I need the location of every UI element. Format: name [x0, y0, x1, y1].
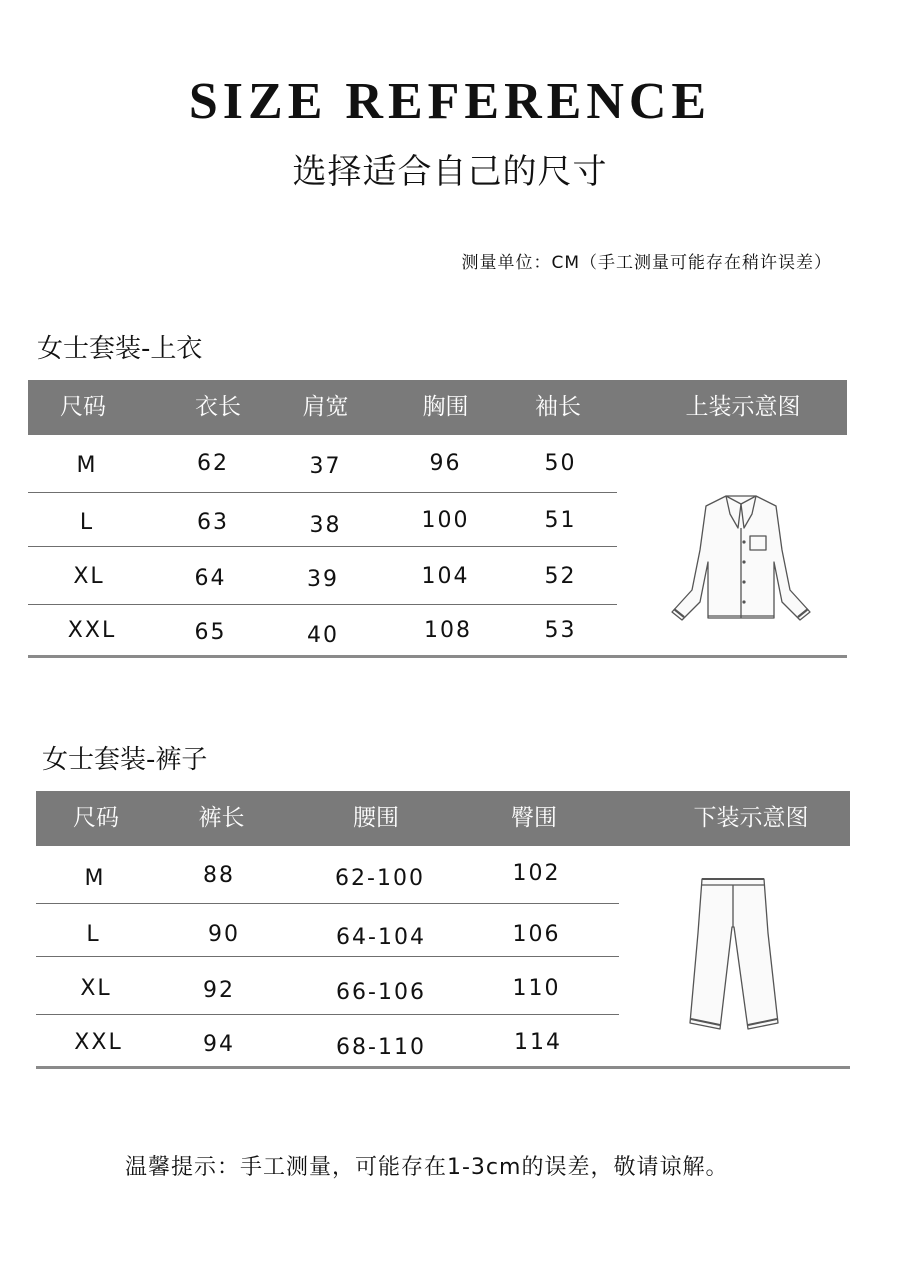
top-section-title: 女士套装-上衣 [37, 334, 203, 364]
top-cell: 40 [307, 623, 339, 648]
page-subtitle: 选择适合自己的尺寸 [292, 152, 608, 192]
top-cell: XL [73, 564, 105, 589]
footer-note: 温馨提示：手工测量，可能存在1-3cm的误差，敬请谅解。 [125, 1155, 729, 1180]
top-cell: XXL [67, 618, 117, 643]
top-header-sleeve: 袖长 [535, 394, 581, 420]
bottom-cell: 94 [203, 1032, 235, 1057]
bottom-cell: 88 [203, 863, 235, 888]
bottom-cell: XL [80, 976, 112, 1001]
page-title: SIZE REFERENCE [188, 73, 712, 130]
bottom-cell: M [84, 866, 106, 891]
bottom-cell: 66-106 [336, 980, 426, 1005]
bottom-table-header [36, 791, 850, 846]
bottom-cell: 92 [203, 978, 235, 1003]
bottom-cell: 110 [512, 976, 561, 1001]
bottom-size-table [36, 791, 850, 1071]
top-header-length: 衣长 [195, 394, 241, 420]
bottom-cell: 90 [208, 922, 240, 947]
bottom-header-length: 裤长 [198, 805, 245, 831]
top-header-shoulder: 肩宽 [302, 394, 349, 420]
top-cell: L [79, 510, 95, 535]
bottom-cell: 62-100 [335, 866, 425, 891]
top-cell: 62 [197, 451, 229, 476]
top-cell: 104 [421, 564, 470, 589]
top-header-size: 尺码 [60, 394, 106, 420]
bottom-header-illustration: 下装示意图 [693, 805, 809, 831]
top-table-header [28, 380, 847, 435]
bottom-header-hip: 臀围 [511, 805, 557, 831]
bottom-table-bottom-line [36, 1066, 850, 1069]
bottom-header-size: 尺码 [73, 805, 119, 831]
top-cell: 37 [309, 454, 342, 479]
bottom-row-divider [36, 956, 619, 957]
bottom-section-title: 女士套装-裤子 [42, 745, 208, 775]
bottom-cell: 102 [512, 861, 561, 886]
top-cell: 63 [197, 510, 229, 535]
top-cell: 53 [544, 618, 577, 643]
bottom-cell: 68-110 [336, 1035, 426, 1060]
top-row-divider [28, 492, 617, 493]
bottom-cell: 64-104 [336, 925, 426, 950]
pajama-shirt-icon [666, 490, 816, 630]
top-cell: 100 [421, 508, 470, 533]
top-header-chest: 胸围 [422, 394, 469, 420]
top-cell: 108 [424, 618, 472, 643]
bottom-header-waist: 腰围 [353, 805, 399, 831]
bottom-row-divider [36, 1014, 619, 1015]
top-cell: 38 [309, 513, 342, 538]
top-row-divider [28, 546, 617, 547]
top-cell: 64 [194, 566, 227, 591]
unit-note: 测量单位：CM（手工测量可能存在稍许误差） [461, 253, 832, 273]
top-size-table [28, 380, 847, 660]
top-header-illustration: 上装示意图 [685, 394, 801, 420]
top-cell: 50 [544, 451, 577, 476]
bottom-cell: 106 [512, 922, 561, 947]
top-table-bottom-line [28, 655, 847, 658]
top-cell: 52 [544, 564, 577, 589]
top-row-divider [28, 604, 617, 605]
top-cell: 51 [544, 508, 577, 533]
pajama-pants-icon [684, 873, 784, 1039]
top-cell: 39 [307, 567, 339, 592]
bottom-cell: XXL [74, 1030, 123, 1055]
top-cell: 96 [429, 451, 462, 476]
bottom-row-divider [36, 903, 619, 904]
bottom-cell: 114 [514, 1030, 562, 1055]
top-cell: M [76, 453, 98, 478]
top-cell: 65 [194, 620, 227, 645]
bottom-cell: L [86, 922, 101, 947]
